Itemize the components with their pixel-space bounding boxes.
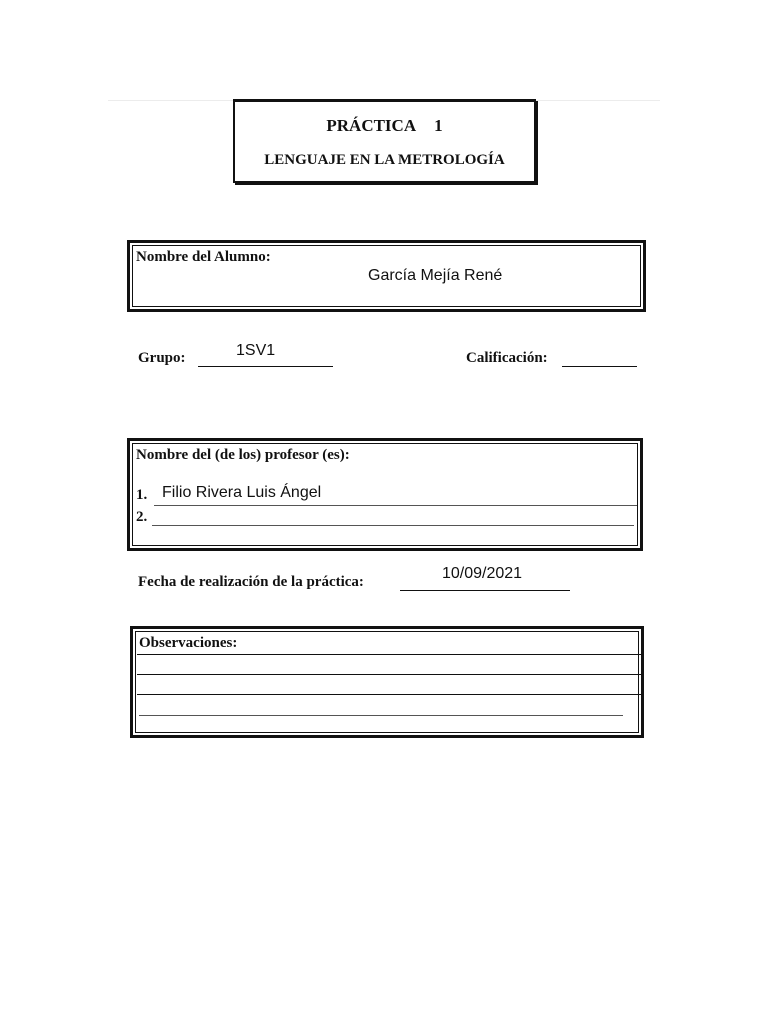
- professor-1-line: [154, 505, 638, 506]
- professor-1-name[interactable]: Filio Rivera Luis Ángel: [162, 484, 322, 501]
- student-name-label: Nombre del Alumno:: [136, 249, 271, 265]
- observations-line-1: [137, 654, 641, 655]
- professors-box: [127, 438, 643, 551]
- practice-number: 1: [434, 116, 443, 135]
- observations-line-4: [139, 715, 623, 716]
- professors-label: Nombre del (de los) profesor (es):: [136, 447, 350, 463]
- date-value[interactable]: 10/09/2021: [442, 565, 523, 582]
- observations-line-3: [137, 694, 641, 695]
- practice-title: [235, 116, 534, 136]
- practice-subtitle: LENGUAJE EN LA METROLOGÍA: [264, 152, 505, 168]
- group-value[interactable]: 1SV1: [236, 342, 276, 359]
- professor-1-index: 1.: [136, 487, 148, 503]
- title-box: [233, 99, 536, 183]
- professor-2-line: [152, 525, 634, 526]
- grade-label: Calificación:: [466, 350, 548, 366]
- student-name-value[interactable]: García Mejía René: [368, 267, 503, 284]
- observations-label: Observaciones:: [139, 635, 238, 651]
- professor-2-index: 2.: [136, 509, 148, 525]
- group-line: [198, 366, 333, 367]
- practice-title-text: PRÁCTICA: [326, 116, 417, 135]
- student-name-box: [127, 240, 646, 312]
- group-label: Grupo:: [138, 350, 186, 366]
- date-line: [400, 590, 570, 591]
- observations-line-2: [137, 674, 641, 675]
- grade-line: [562, 366, 637, 367]
- observations-box: [130, 626, 644, 738]
- date-label: Fecha de realización de la práctica:: [138, 574, 364, 590]
